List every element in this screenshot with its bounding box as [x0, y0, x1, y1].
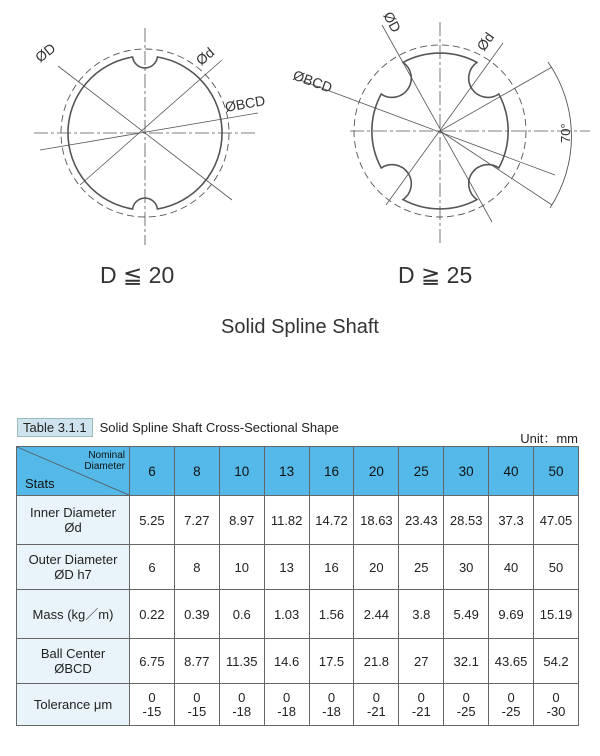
table-row	[17, 545, 579, 590]
nominal-line-1: Nominal	[88, 450, 125, 461]
table-number: Table 3.1.1	[17, 418, 93, 437]
spline-shaft-spec-table	[16, 446, 579, 726]
row-header	[17, 545, 130, 590]
table-cell: 43.65	[489, 639, 534, 684]
row-label: Outer Diameter	[28, 552, 118, 567]
table-cell: 32.1	[444, 639, 489, 684]
table-row	[17, 639, 579, 684]
table-cell: 30	[444, 545, 489, 590]
nominal-diameter-heading	[84, 450, 125, 472]
table-cell	[399, 684, 444, 726]
table-corner-cell	[17, 447, 130, 496]
table-cell	[444, 684, 489, 726]
tolerance-upper: 0	[462, 689, 470, 705]
table-cell: 0.6	[219, 590, 264, 639]
table-caption-text: Solid Spline Shaft Cross-Sectional Shape	[99, 420, 339, 435]
table-cell	[264, 684, 309, 726]
tolerance-upper: 0	[507, 689, 515, 705]
table-cell: 15.19	[534, 590, 579, 639]
table-cell: 47.05	[534, 496, 579, 545]
table-cell: 25	[399, 545, 444, 590]
row-header	[17, 496, 130, 545]
right-angle-label: 70°	[558, 123, 573, 143]
table-header-row	[17, 447, 579, 496]
row-sublabel: ØBCD	[54, 661, 92, 676]
figure-title: Solid Spline Shaft	[221, 316, 379, 338]
row-label: Inner Diameter	[30, 505, 116, 520]
tolerance-lower: -25	[501, 703, 521, 719]
table-cell: 50	[534, 545, 579, 590]
table-cell: 40	[489, 545, 534, 590]
right-angle-ray-1	[440, 67, 552, 131]
table-cell	[354, 684, 399, 726]
col-header: 6	[130, 447, 175, 496]
table-cell: 18.63	[354, 496, 399, 545]
table-cell: 20	[354, 545, 399, 590]
table-cell: 16	[309, 545, 354, 590]
table-cell: 23.43	[399, 496, 444, 545]
right-od-label: ØD	[380, 8, 405, 35]
table-cell: 11.35	[219, 639, 264, 684]
tolerance-lower: -18	[322, 703, 341, 719]
table-cell	[219, 684, 264, 726]
tolerance-lower: -15	[187, 703, 207, 719]
table-body	[17, 496, 579, 726]
table-cell: 14.72	[309, 496, 354, 545]
row-sublabel: Ød	[64, 520, 82, 535]
table-row	[17, 684, 579, 726]
tolerance-upper: 0	[283, 689, 291, 705]
table-cell	[174, 684, 219, 726]
condition-large-diameter: D ≧ 25	[398, 262, 473, 288]
table-cell: 6	[130, 545, 175, 590]
table-cell: 21.8	[354, 639, 399, 684]
right-d-label: Ød	[473, 29, 498, 54]
tolerance-upper: 0	[193, 689, 201, 705]
table-cell: 5.25	[130, 496, 175, 545]
tolerance-upper: 0	[238, 689, 246, 705]
tolerance-upper: 0	[552, 689, 560, 705]
row-header	[17, 590, 130, 639]
right-od-dim-line	[382, 25, 492, 222]
col-header: 30	[444, 447, 489, 496]
table-cell: 10	[219, 545, 264, 590]
tolerance-upper: 0	[417, 689, 425, 705]
tolerance-lower: -25	[456, 703, 476, 719]
left-d-label: Ød	[192, 44, 218, 69]
tolerance-lower: -18	[277, 703, 297, 719]
right-shaft-section	[291, 9, 590, 245]
table-cell: 7.27	[174, 496, 219, 545]
col-header: 16	[309, 447, 354, 496]
table-cell	[489, 684, 534, 726]
table-caption	[17, 418, 339, 437]
tolerance-lower: -18	[232, 703, 252, 719]
col-header: 25	[399, 447, 444, 496]
col-header: 40	[489, 447, 534, 496]
table-cell: 8	[174, 545, 219, 590]
table-cell: 37.3	[489, 496, 534, 545]
tolerance-upper: 0	[372, 689, 381, 705]
table-cell: 28.53	[444, 496, 489, 545]
left-shaft-section	[32, 28, 266, 245]
col-header: 13	[264, 447, 309, 496]
col-header: 10	[219, 447, 264, 496]
table-row	[17, 496, 579, 545]
col-header: 50	[534, 447, 579, 496]
table-cell: 8.77	[174, 639, 219, 684]
table-cell: 1.56	[309, 590, 354, 639]
tolerance-lower: -30	[546, 703, 566, 719]
table-cell: 13	[264, 545, 309, 590]
right-bcd-dim-line	[300, 80, 555, 175]
left-bcd-label: ØBCD	[223, 92, 267, 115]
table-cell: 0.22	[130, 590, 175, 639]
row-label: Mass (kg／m)	[32, 606, 114, 622]
table-cell: 2.44	[354, 590, 399, 639]
table-cell: 6.75	[130, 639, 175, 684]
left-od-label: ØD	[31, 39, 59, 66]
unit-label: Unit：mm	[520, 431, 578, 446]
nominal-line-2: Diameter	[84, 461, 125, 472]
right-bcd-label: ØBCD	[290, 66, 335, 96]
shaft-cross-section-diagram	[0, 0, 600, 300]
col-header: 8	[174, 447, 219, 496]
condition-small-diameter: D ≦ 20	[100, 262, 175, 288]
left-bcd-dim-line	[40, 113, 258, 150]
tolerance-lower: -21	[367, 703, 386, 719]
table-cell	[534, 684, 579, 726]
row-label: Ball Center	[40, 646, 106, 661]
table-cell: 8.97	[219, 496, 264, 545]
tolerance-upper: 0	[148, 689, 156, 705]
stats-heading: Stats	[25, 476, 55, 491]
table-cell: 17.5	[309, 639, 354, 684]
row-sublabel: ØD h7	[54, 567, 92, 582]
table-cell: 27	[399, 639, 444, 684]
row-label: Tolerance μm	[33, 697, 113, 712]
table-cell: 14.6	[264, 639, 309, 684]
row-header	[17, 684, 130, 726]
right-d-dim-line	[386, 43, 503, 205]
table-cell	[130, 684, 175, 726]
table-cell: 3.8	[399, 590, 444, 639]
row-header	[17, 639, 130, 684]
col-header: 20	[354, 447, 399, 496]
tolerance-upper: 0	[327, 689, 336, 705]
table-cell: 54.2	[534, 639, 579, 684]
table-cell: 1.03	[264, 590, 309, 639]
table-cell: 0.39	[174, 590, 219, 639]
table-cell: 9.69	[489, 590, 534, 639]
table-cell: 11.82	[264, 496, 309, 545]
table-cell	[309, 684, 354, 726]
tolerance-lower: -21	[411, 703, 431, 719]
table-cell: 5.49	[444, 590, 489, 639]
table-row	[17, 590, 579, 639]
tolerance-lower: -15	[142, 703, 162, 719]
